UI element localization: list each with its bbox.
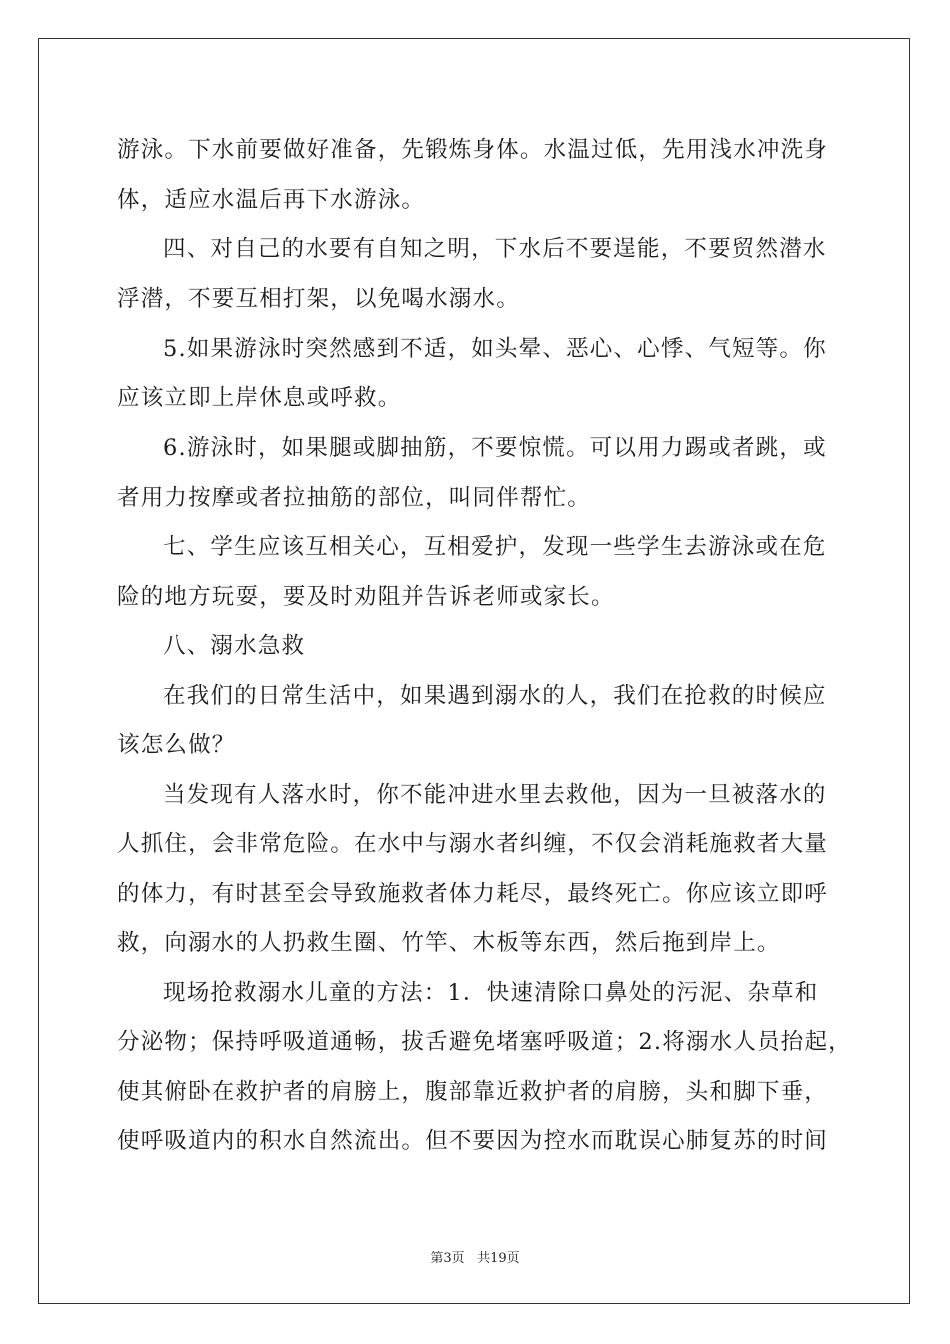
text-line: 5.如果游泳时突然感到不适，如头晕、恶心、心悸、气短等。你 bbox=[163, 336, 827, 362]
text-line: 在我们的日常生活中，如果遇到溺水的人，我们在抢救的时候应 bbox=[163, 683, 827, 709]
text-line: 救，向溺水的人扔救生圈、竹竿、木板等东西，然后拖到岸上。 bbox=[117, 930, 781, 956]
page-total: 共19页 bbox=[477, 1251, 520, 1266]
text-line: 游泳。下水前要做好准备，先锻炼身体。水温过低，先用浅水冲洗身 bbox=[117, 137, 829, 163]
text-line: 当发现有人落水时，你不能冲进水里去救他，因为一旦被落水的 bbox=[163, 782, 827, 808]
page-footer bbox=[0, 1247, 950, 1266]
text-line: 险的地方玩耍，要及时劝阻并告诉老师或家长。 bbox=[117, 584, 615, 610]
text-line: 使呼吸道内的积水自然流出。但不要因为控水而耽误心肺复苏的时间 bbox=[117, 1128, 829, 1154]
text-line: 者用力按摩或者拉抽筋的部位，叫同伴帮忙。 bbox=[117, 485, 592, 511]
text-line: 应该立即上岸休息或呼救。 bbox=[117, 385, 402, 411]
text-line: 四、对自己的水要有自知之明，下水后不要逞能，不要贸然潜水 bbox=[163, 236, 827, 262]
text-line: 分泌物；保持呼吸道通畅，拔舌避免堵塞呼吸道；2.将溺水人员抬起， bbox=[117, 1029, 852, 1055]
text-line: 使其俯卧在救护者的肩膀上，腹部靠近救护者的肩膀，头和脚下垂， bbox=[117, 1079, 829, 1105]
text-line: 的体力，有时甚至会导致施救者体力耗尽，最终死亡。你应该立即呼 bbox=[117, 881, 829, 907]
text-line: 6.游泳时，如果腿或脚抽筋，不要惊慌。可以用力踢或者跳，或 bbox=[163, 435, 827, 461]
page-number: 第3页 bbox=[430, 1251, 465, 1266]
text-line: 体，适应水温后再下水游泳。 bbox=[117, 187, 426, 213]
text-line: 浮潜，不要互相打架，以免喝水溺水。 bbox=[117, 286, 520, 312]
text-line: 该怎么做？ bbox=[117, 732, 236, 758]
section-heading: 八、溺水急救 bbox=[163, 633, 306, 659]
text-line: 现场抢救溺水儿童的方法：1．快速清除口鼻处的污泥、杂草和 bbox=[163, 980, 819, 1006]
text-line: 七、学生应该互相关心，互相爱护，发现一些学生去游泳或在危 bbox=[163, 534, 827, 560]
text-line: 人抓住，会非常危险。在水中与溺水者纠缠，不仅会消耗施救者大量 bbox=[117, 831, 829, 857]
